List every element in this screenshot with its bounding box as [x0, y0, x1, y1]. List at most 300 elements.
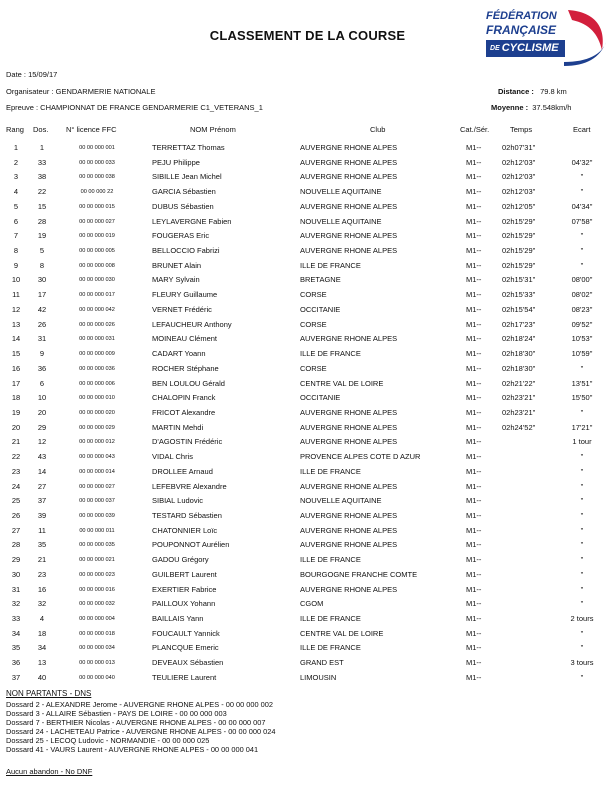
- cell-licence: 00 00 000 034: [79, 645, 115, 652]
- cell-dos: 22: [37, 187, 47, 197]
- header-rang: Rang: [6, 125, 24, 134]
- cell-ecart: 15'50": [571, 393, 593, 403]
- table-row: [0, 641, 615, 656]
- cell-rang: 19: [11, 407, 21, 417]
- table-row: [0, 465, 615, 480]
- cell-cat: M1--: [466, 481, 482, 491]
- cell-licence: 00 00 000 012: [79, 439, 115, 446]
- cell-rang: 36: [11, 658, 21, 668]
- dns-item: Dossard 24 - LACHETEAU Patrice - AUVERGNE RHONE ALPES - 00 00 000 024: [6, 727, 276, 737]
- cell-ecart: 13'51": [571, 378, 593, 388]
- cell-nom: PLANCQUE Emeric: [152, 643, 219, 653]
- cell-dos: 29: [37, 422, 47, 432]
- cell-cat: M1--: [466, 569, 482, 579]
- cell-licence: 00 00 000 026: [79, 321, 115, 328]
- table-row: [0, 597, 615, 612]
- cell-cat: M1--: [466, 290, 482, 300]
- cell-club: OCCITANIE: [300, 304, 341, 314]
- cell-rang: 15: [11, 349, 21, 359]
- cell-rang: 30: [11, 569, 21, 579]
- cell-rang: 25: [11, 496, 21, 506]
- cell-nom: GUILBERT Laurent: [152, 569, 217, 579]
- table-row: [0, 362, 615, 377]
- cell-rang: 16: [11, 363, 21, 373]
- cell-dos: 31: [37, 334, 47, 344]
- cell-cat: M1--: [466, 422, 482, 432]
- logo-cyclisme: CYCLISME: [501, 42, 559, 54]
- cell-cat: M1--: [466, 246, 482, 256]
- cell-dos: 10: [37, 393, 47, 403]
- cell-temps: 02h15'31": [502, 275, 536, 285]
- cell-club: CENTRE VAL DE LOIRE: [300, 628, 384, 638]
- cell-ecart: ": [580, 231, 584, 241]
- cell-club: ILLE DE FRANCE: [300, 643, 361, 653]
- cell-rang: 26: [11, 510, 21, 520]
- cell-ecart: ": [580, 466, 584, 476]
- cell-licence: 00 00 000 016: [79, 586, 115, 593]
- cell-dos: 20: [37, 407, 47, 417]
- cell-ecart: 10'53": [571, 334, 593, 344]
- cell-temps: 02h23'21": [502, 393, 536, 403]
- cell-nom: CADART Yoann: [152, 349, 206, 359]
- cell-rang: 1: [13, 143, 19, 152]
- cell-club: GRAND EST: [300, 658, 344, 668]
- table-row: [0, 141, 615, 156]
- cell-nom: MOINEAU Clément: [152, 334, 218, 344]
- cell-cat: M1--: [466, 334, 482, 344]
- table-row: [0, 656, 615, 671]
- cell-cat: M1--: [466, 157, 482, 167]
- header-temps: Temps: [510, 125, 533, 134]
- table-row: [0, 553, 615, 568]
- cell-temps: 02h21'22": [502, 378, 536, 388]
- cell-ecart: 08'00": [571, 275, 593, 285]
- cell-cat: M1--: [466, 452, 482, 462]
- cell-licence: 00 00 000 004: [79, 616, 115, 622]
- cell-nom: D'AGOSTIN Frédéric: [152, 437, 223, 447]
- cell-rang: 4: [13, 187, 19, 197]
- cell-dos: 4: [39, 614, 45, 623]
- cell-temps: 02h18'24": [502, 334, 536, 344]
- cell-licence: 00 00 000 023: [79, 571, 115, 578]
- cell-club: AUVERGNE RHONE ALPES: [300, 157, 398, 167]
- table-row: [0, 435, 615, 450]
- cell-dos: 21: [37, 555, 47, 565]
- cell-licence: 00 00 000 043: [79, 454, 115, 461]
- cell-temps: 02h12'05": [502, 201, 536, 211]
- cell-licence: 00 00 000 020: [79, 409, 115, 416]
- table-row: [0, 156, 615, 171]
- moyenne-value: 37.548km/h: [532, 103, 572, 112]
- cell-cat: M1--: [466, 599, 482, 609]
- table-row: [0, 244, 615, 259]
- table-row: [0, 421, 615, 436]
- cell-licence: 00 00 000 035: [79, 542, 115, 549]
- cell-club: AUVERGNE RHONE ALPES: [300, 481, 398, 491]
- cell-rang: 28: [11, 540, 21, 550]
- cell-club: BRETAGNE: [300, 275, 341, 285]
- cell-nom: BELLOCCIO Fabrizi: [152, 246, 220, 256]
- table-row: [0, 259, 615, 274]
- cell-licence: 00 00 000 040: [79, 674, 115, 681]
- cell-club: AUVERGNE RHONE ALPES: [300, 422, 398, 432]
- cell-dos: 38: [37, 172, 47, 182]
- dns-item: Dossard 41 - VAURS Laurent - AUVERGNE RHONE ALPES - 00 00 000 041: [6, 745, 259, 755]
- cell-rang: 33: [11, 614, 21, 623]
- cell-dos: 5: [39, 246, 45, 256]
- cell-club: AUVERGNE RHONE ALPES: [300, 540, 398, 550]
- cell-licence: 00 00 000 031: [79, 336, 115, 343]
- logo-line-1: FÉDÉRATION: [486, 10, 557, 22]
- cell-nom: PAILLOUX Yohann: [152, 599, 216, 609]
- dns-item: Dossard 25 - LECOQ Ludovic - NORMANDIE - 00 00 000 025: [6, 736, 210, 746]
- table-row: [0, 612, 615, 627]
- cell-dos: 8: [39, 260, 45, 270]
- table-row: [0, 185, 615, 200]
- cell-club: AUVERGNE RHONE ALPES: [300, 510, 398, 520]
- cell-dos: 36: [37, 363, 47, 373]
- cell-licence: 00 00 000 001: [79, 145, 115, 151]
- cell-rang: 22: [11, 452, 21, 462]
- table-row: [0, 215, 615, 230]
- cell-temps: 02h15'29": [502, 260, 536, 270]
- cell-cat: M1--: [466, 260, 482, 270]
- cell-cat: M1--: [466, 349, 482, 359]
- cell-cat: M1--: [466, 201, 482, 211]
- cell-ecart: 09'52": [571, 319, 593, 329]
- table-row: [0, 494, 615, 509]
- cell-licence: 00 00 000 014: [79, 468, 115, 475]
- cell-dos: 17: [37, 290, 47, 300]
- cell-ecart: ": [580, 628, 584, 638]
- table-row: [0, 200, 615, 215]
- cell-cat: M1--: [466, 525, 482, 535]
- cell-club: PROVENCE ALPES COTE D AZUR: [300, 452, 421, 462]
- cell-rang: 29: [11, 555, 21, 565]
- cell-rang: 8: [13, 246, 19, 256]
- cell-ecart: ": [580, 525, 584, 535]
- cell-club: AUVERGNE RHONE ALPES: [300, 407, 398, 417]
- cell-club: AUVERGNE RHONE ALPES: [300, 201, 398, 211]
- cell-temps: 02h15'33": [502, 290, 536, 300]
- cell-ecart: ": [580, 481, 584, 491]
- cell-rang: 18: [11, 393, 21, 403]
- cell-nom: GARCIA Sébastien: [152, 187, 216, 197]
- cell-rang: 20: [11, 422, 21, 432]
- table-row: [0, 377, 615, 392]
- cell-cat: M1--: [466, 437, 482, 447]
- cell-club: BOURGOGNE FRANCHE COMTE: [300, 569, 418, 579]
- cell-cat: M1--: [466, 172, 482, 182]
- cell-temps: 02h15'29": [502, 216, 536, 226]
- cell-nom: VIDAL Chris: [152, 452, 193, 462]
- meta-date: Date : 15/09/17: [6, 70, 58, 79]
- cell-temps: 02h12'03": [502, 187, 536, 197]
- cell-club: ILLE DE FRANCE: [300, 555, 361, 565]
- cell-nom: DROLLEE Arnaud: [152, 466, 213, 476]
- cell-ecart: ": [580, 643, 584, 653]
- header-club: Club: [370, 125, 386, 134]
- cell-ecart: ": [580, 540, 584, 550]
- cell-club: LIMOUSIN: [300, 672, 337, 682]
- cell-licence: 00 00 000 008: [79, 262, 115, 269]
- table-row: [0, 450, 615, 465]
- dns-item: Dossard 7 - BERTHIER Nicolas - AUVERGNE RHONE ALPES - 00 00 000 007: [6, 718, 266, 728]
- cell-cat: M1--: [466, 378, 482, 388]
- cell-cat: M1--: [466, 143, 482, 152]
- header-licence: N° licence FFC: [66, 125, 117, 134]
- cell-club: NOUVELLE AQUITAINE: [300, 496, 382, 506]
- cell-licence: 00 00 000 039: [79, 512, 115, 519]
- cell-dos: 30: [37, 275, 47, 285]
- table-row: [0, 273, 615, 288]
- cell-nom: GADOU Grégory: [152, 555, 209, 565]
- cell-cat: M1--: [466, 628, 482, 638]
- cell-cat: M1--: [466, 496, 482, 506]
- table-row: [0, 332, 615, 347]
- cell-cat: M1--: [466, 216, 482, 226]
- cell-ecart: ": [580, 187, 584, 197]
- cell-temps: 02h17'23": [502, 319, 536, 329]
- cell-rang: 37: [11, 672, 21, 682]
- cell-cat: M1--: [466, 304, 482, 314]
- cell-rang: 17: [11, 378, 21, 388]
- cell-rang: 2: [13, 157, 19, 167]
- cell-dos: 28: [37, 216, 47, 226]
- meta-distance: [498, 87, 567, 96]
- cell-licence: 00 00 000 032: [79, 601, 115, 608]
- cell-cat: M1--: [466, 510, 482, 520]
- cell-temps: 02h12'03": [502, 157, 536, 167]
- cell-cat: M1--: [466, 658, 482, 668]
- dns-item: Dossard 3 - ALLAIRE Sébastien - PAYS DE LOIRE - 00 00 000 003: [6, 709, 227, 719]
- cell-cat: M1--: [466, 643, 482, 653]
- cell-nom: FLEURY Guillaume: [152, 290, 218, 300]
- cell-club: ILLE DE FRANCE: [300, 614, 361, 623]
- cell-cat: M1--: [466, 187, 482, 197]
- cell-club: ILLE DE FRANCE: [300, 349, 361, 359]
- moyenne-label: Moyenne :: [491, 103, 529, 112]
- cell-club: AUVERGNE RHONE ALPES: [300, 525, 398, 535]
- cell-cat: M1--: [466, 555, 482, 565]
- cell-ecart: ": [580, 246, 584, 256]
- cell-licence: 00 00 000 013: [79, 660, 115, 667]
- cell-nom: BRUNET Alain: [152, 260, 202, 270]
- cell-cat: M1--: [466, 672, 482, 682]
- cell-ecart: 07'58": [571, 216, 593, 226]
- cell-ecart: 1 tour: [572, 437, 592, 447]
- table-row: [0, 318, 615, 333]
- cell-dos: 33: [37, 157, 47, 167]
- cell-licence: 00 00 000 017: [79, 292, 115, 299]
- cell-licence: 00 00 000 009: [79, 351, 115, 358]
- cell-licence: 00 00 000 042: [79, 306, 115, 313]
- table-row: [0, 303, 615, 318]
- cell-club: CORSE: [300, 290, 327, 300]
- cell-club: AUVERGNE RHONE ALPES: [300, 231, 398, 241]
- dns-list: [6, 700, 275, 755]
- cell-dos: 18: [37, 628, 47, 638]
- cell-rang: 31: [11, 584, 21, 594]
- cell-licence: 00 00 000 038: [79, 174, 115, 181]
- cell-dos: 26: [37, 319, 47, 329]
- meta-organisateur: Organisateur : GENDARMERIE NATIONALE: [6, 87, 156, 96]
- distance-value: 79.8 km: [540, 87, 567, 96]
- cell-nom: CHATONNIER Loïc: [152, 525, 218, 535]
- cell-ecart: ": [580, 452, 584, 462]
- cell-ecart: ": [580, 599, 584, 609]
- cell-rang: 14: [11, 334, 21, 344]
- cell-nom: TERRETTAZ Thomas: [152, 143, 225, 152]
- cell-rang: 32: [11, 599, 21, 609]
- table-row: [0, 524, 615, 539]
- cell-rang: 21: [11, 437, 21, 447]
- cell-ecart: ": [580, 172, 584, 182]
- cell-licence: 00 00 000 027: [79, 218, 115, 225]
- cell-rang: 3: [13, 172, 19, 182]
- cell-licence: 00 00 000 015: [79, 203, 115, 210]
- cell-ecart: 10'59": [571, 349, 593, 359]
- cell-ecart: 04'32": [571, 157, 593, 167]
- cell-cat: M1--: [466, 231, 482, 241]
- cell-dos: 35: [37, 540, 47, 550]
- cell-temps: 02h18'30": [502, 363, 536, 373]
- logo-line-3: [486, 40, 565, 57]
- table-row: [0, 671, 615, 686]
- cell-rang: 9: [13, 260, 19, 270]
- cell-nom: POUPONNOT Aurélien: [152, 540, 230, 550]
- cell-dos: 23: [37, 569, 47, 579]
- cell-licence: 00 00 000 005: [79, 248, 115, 255]
- header-dos: Dos.: [33, 125, 49, 134]
- table-row: [0, 509, 615, 524]
- cell-rang: 34: [11, 628, 21, 638]
- cell-licence: 00 00 000 011: [79, 527, 115, 534]
- cell-club: OCCITANIE: [300, 393, 341, 403]
- cell-club: AUVERGNE RHONE ALPES: [300, 246, 398, 256]
- cell-licence: 00 00 000 019: [79, 233, 115, 240]
- cell-rang: 24: [11, 481, 21, 491]
- cell-club: ILLE DE FRANCE: [300, 466, 361, 476]
- table-row: [0, 391, 615, 406]
- cell-nom: LEYLAVERGNE Fabien: [152, 216, 232, 226]
- dns-item: Dossard 2 - ALEXANDRE Jerome - AUVERGNE RHONE ALPES - 00 00 000 002: [6, 700, 273, 709]
- cell-dos: 16: [37, 584, 47, 594]
- cell-licence: 00 00 000 021: [79, 557, 115, 564]
- table-row: [0, 627, 615, 642]
- cell-nom: EXERTIER Fabrice: [152, 584, 217, 594]
- cell-rang: 6: [13, 216, 19, 226]
- cell-nom: DUBUS Sébastien: [152, 201, 214, 211]
- logo-de: DE: [490, 45, 500, 52]
- cell-licence: 00 00 000 033: [79, 159, 115, 166]
- ffc-logo: [468, 6, 608, 68]
- cell-rang: 12: [11, 304, 21, 314]
- cell-dos: 12: [37, 437, 47, 447]
- cell-club: AUVERGNE RHONE ALPES: [300, 437, 398, 447]
- cell-cat: M1--: [466, 407, 482, 417]
- header-nom: NOM Prénom: [190, 125, 236, 134]
- meta-moyenne: [491, 103, 571, 112]
- header-ecart: Ecart: [573, 125, 591, 134]
- cell-temps: 02h18'30": [502, 349, 536, 359]
- cell-temps: 02h24'52": [502, 422, 536, 432]
- cell-club: CORSE: [300, 363, 327, 373]
- cell-nom: FRICOT Alexandre: [152, 407, 216, 417]
- cell-dos: 1: [39, 143, 45, 152]
- cell-ecart: ": [580, 555, 584, 565]
- cell-nom: BEN LOULOU Gérald: [152, 378, 225, 388]
- table-row: [0, 538, 615, 553]
- cell-ecart: ": [580, 510, 584, 520]
- cell-nom: LEFAUCHEUR Anthony: [152, 319, 232, 329]
- cell-nom: BAILLAIS Yann: [152, 614, 204, 623]
- cell-ecart: 17'21": [571, 422, 593, 432]
- table-row: [0, 568, 615, 583]
- cell-ecart: ": [580, 496, 584, 506]
- cell-nom: PEJU Philippe: [152, 157, 200, 167]
- cell-club: CENTRE VAL DE LOIRE: [300, 378, 384, 388]
- cell-club: AUVERGNE RHONE ALPES: [300, 334, 398, 344]
- cell-dos: 34: [37, 643, 47, 653]
- table-row: [0, 347, 615, 362]
- cell-rang: 23: [11, 466, 21, 476]
- cell-nom: MARTIN Mehdi: [152, 422, 204, 432]
- cell-club: ILLE DE FRANCE: [300, 260, 361, 270]
- cell-cat: M1--: [466, 540, 482, 550]
- cell-ecart: ": [580, 363, 584, 373]
- cell-ecart: ": [580, 407, 584, 417]
- cell-nom: TEULIERE Laurent: [152, 672, 217, 682]
- cell-licence: 00 00 000 030: [79, 277, 115, 284]
- cell-dos: 19: [37, 231, 47, 241]
- cell-club: AUVERGNE RHONE ALPES: [300, 584, 398, 594]
- cell-rang: 7: [13, 231, 19, 241]
- cell-dos: 39: [37, 510, 47, 520]
- cell-dos: 14: [37, 466, 47, 476]
- cell-nom: TESTARD Sébastien: [152, 510, 222, 520]
- dnf-note: Aucun abandon - No DNF: [6, 767, 93, 776]
- cell-club: NOUVELLE AQUITAINE: [300, 187, 382, 197]
- cell-ecart: ": [580, 672, 584, 682]
- cell-nom: ROCHER Stéphane: [152, 363, 219, 373]
- cell-ecart: 08'02": [571, 290, 593, 300]
- cell-licence: 00 00 000 010: [79, 395, 115, 402]
- cell-licence: 00 00 000 006: [79, 380, 115, 387]
- cell-nom: MARY Sylvain: [152, 275, 200, 285]
- cell-licence: 00 00 000 036: [79, 365, 115, 372]
- cell-temps: 02h07'31": [502, 143, 536, 152]
- cell-ecart: 04'34": [571, 201, 593, 211]
- cell-licence: 00 00 000 027: [79, 483, 115, 490]
- cell-nom: DEVEAUX Sébastien: [152, 658, 224, 668]
- cell-rang: 10: [11, 275, 21, 285]
- table-row: [0, 229, 615, 244]
- cell-nom: FOUGERAS Eric: [152, 231, 210, 241]
- cell-club: NOUVELLE AQUITAINE: [300, 216, 382, 226]
- cell-cat: M1--: [466, 393, 482, 403]
- cell-cat: M1--: [466, 584, 482, 594]
- cell-rang: 5: [13, 201, 19, 211]
- cell-dos: 6: [39, 378, 45, 388]
- cell-dos: 11: [38, 525, 46, 535]
- cell-licence: 00 00 000 029: [79, 424, 115, 431]
- cell-rang: 13: [11, 319, 21, 329]
- table-row: [0, 170, 615, 185]
- cell-rang: 11: [12, 290, 20, 300]
- table-row: [0, 288, 615, 303]
- cell-nom: FOUCAULT Yannick: [152, 628, 220, 638]
